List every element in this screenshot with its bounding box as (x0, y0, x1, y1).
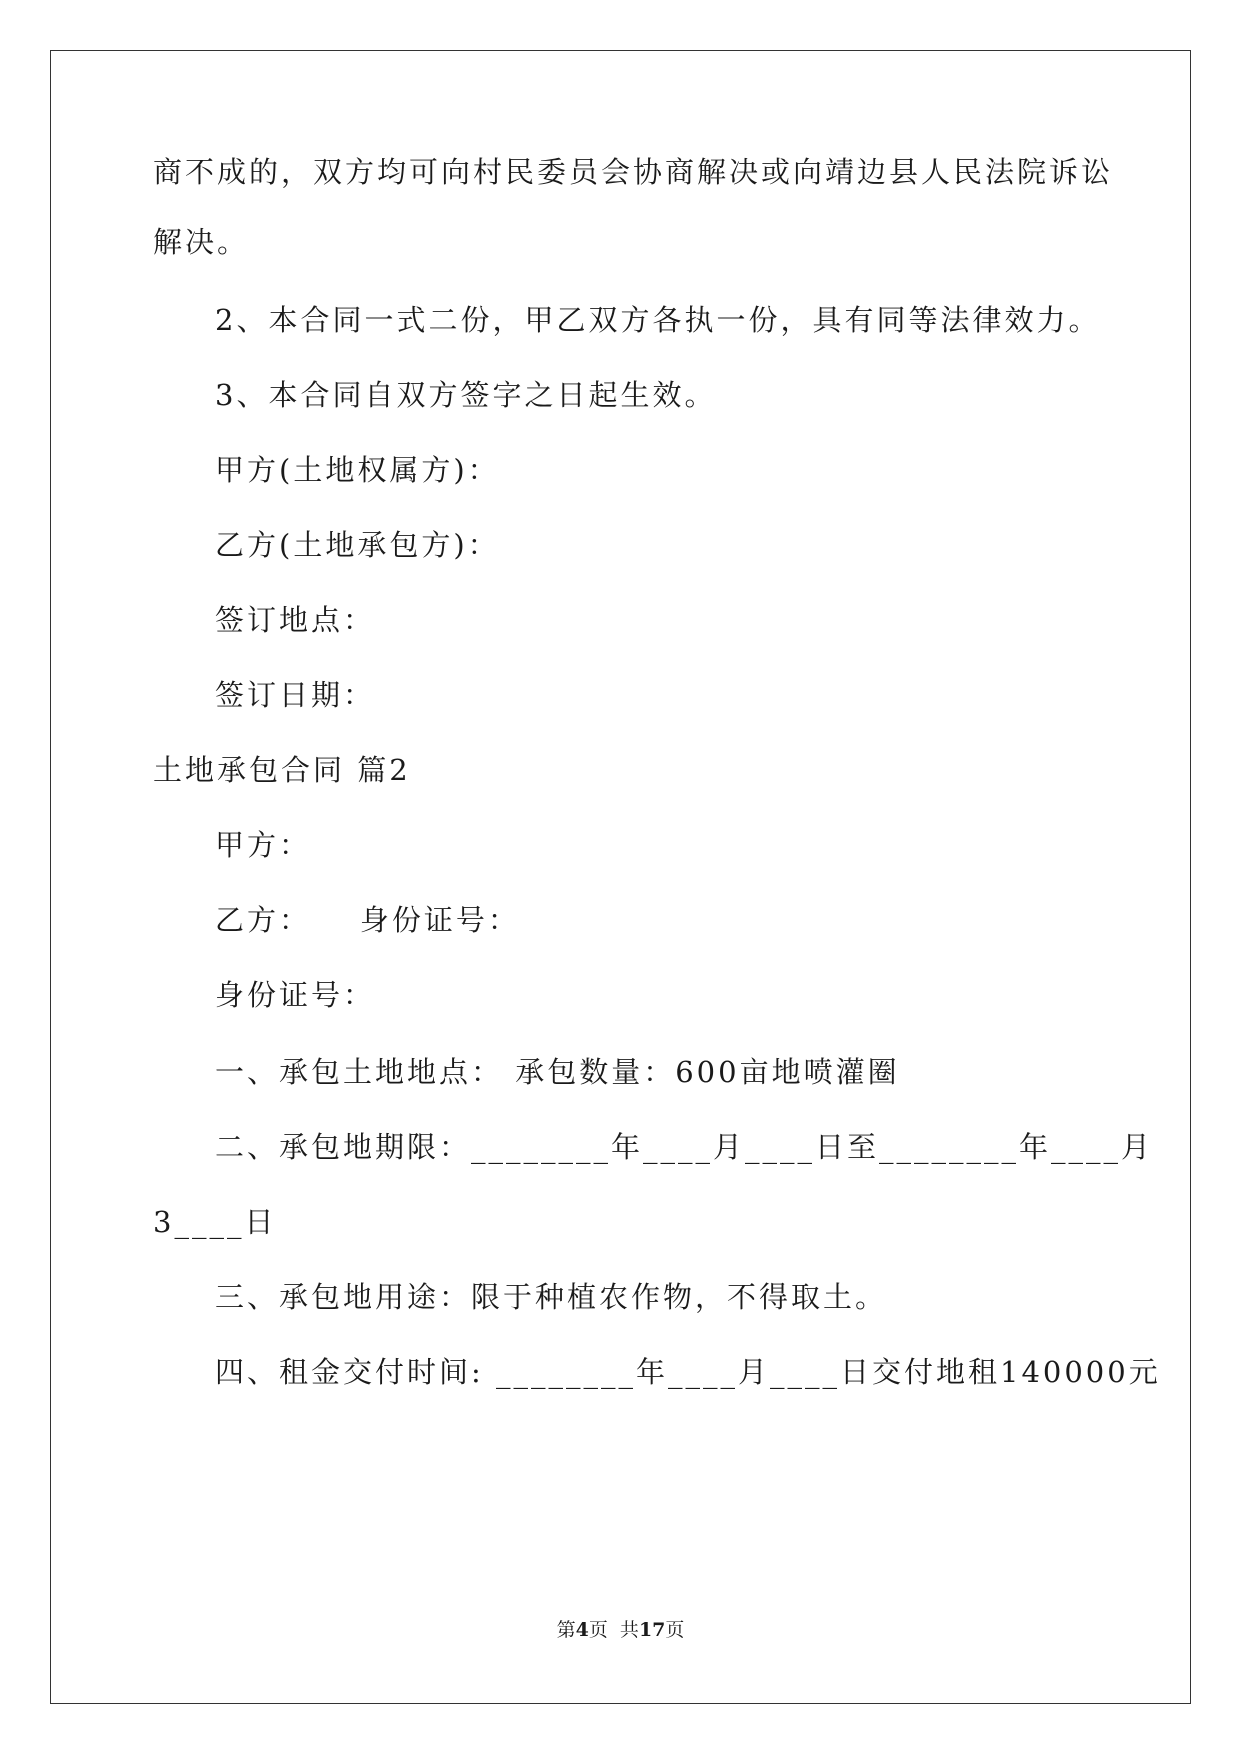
paragraph-text-line: 商不成的，双方均可向村民委员会协商解决或向靖边县人民法院诉讼 (153, 155, 1114, 189)
id-number-line: 身份证号： (215, 978, 376, 1012)
party-a-signature-line: 甲方(土地权属方)： (215, 453, 500, 487)
clause-2: 2、本合同一式二份，甲乙双方各执一份，具有同等法律效力。 (215, 303, 1101, 337)
footer-prefix: 第 (556, 1619, 576, 1641)
contract-term-continuation: 3____日 (153, 1205, 277, 1239)
footer-middle: 页 共 (588, 1619, 639, 1641)
contract-location-clause: 一、承包土地地点： 承包数量：600亩地喷灌圈 (215, 1055, 900, 1089)
footer-suffix: 页 (665, 1619, 685, 1641)
page-footer (0, 1618, 1241, 1642)
rent-payment-clause: 四、租金交付时间: ________年____月____日交付地租140000元 (215, 1355, 1161, 1389)
contract-term-clause: 二、承包地期限：________年____月____日至________年____月 (215, 1130, 1154, 1164)
signing-place-line: 签订地点： (215, 603, 376, 637)
total-page-number: 17 (638, 1619, 666, 1641)
section-heading: 土地承包合同 篇2 (153, 753, 411, 787)
page-border (50, 50, 1191, 1704)
paragraph-text-line: 解决。 (153, 225, 250, 259)
clause-3: 3、本合同自双方签字之日起生效。 (215, 378, 717, 412)
land-use-clause: 三、承包地用途：限于种植农作物，不得取土。 (215, 1280, 888, 1314)
party-b-id-line: 乙方： 身份证号： (215, 903, 520, 937)
signing-date-line: 签订日期： (215, 678, 376, 712)
party-b-signature-line: 乙方(土地承包方)： (215, 528, 500, 562)
current-page-number: 4 (575, 1619, 589, 1641)
party-a-line: 甲方： (215, 828, 312, 862)
